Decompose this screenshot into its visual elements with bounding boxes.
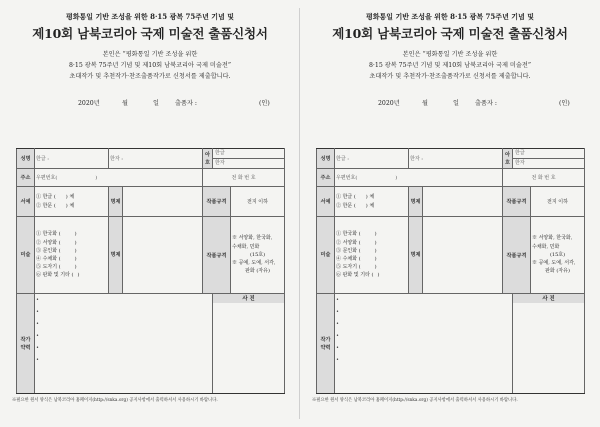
intro-line-1: 본인은 “평화통일 기반 조성을 위한 (402, 51, 498, 58)
form-title: 제10회 남북코리아 국제 미술전 출품신청서 (32, 26, 268, 41)
footer-note: ※필요한 원서 양식은 남북코리아 홈페이지(http://snka.org) 공지사항에서 출력하셔서 사용하시기 바랍니다. (312, 398, 518, 403)
pen-name-label: 아호 (203, 149, 213, 169)
photo-label: 사 진 (213, 294, 284, 303)
calligraphy-title-label: 명제 (409, 187, 423, 217)
calligraphy-title-label: 명제 (109, 187, 123, 217)
korean-label: 한글 : (36, 156, 49, 162)
intro-line-3: 초대작가 및 추천작가·찬조출품작가로 신청서를 제출합니다. (369, 73, 531, 80)
pen-name-korean-field[interactable] (513, 149, 584, 159)
calligraphy-size-value: 전지 이하 (531, 187, 585, 217)
intro-text (312, 49, 588, 82)
hanja-label: 한자 : (410, 156, 423, 162)
art-category-options[interactable]: ① 한국화 ( ) ② 서양화 ( ) ③ 문인화 ( ) ④ 수채화 ( ) ⑤ 도자기 ( ) ⑥ 판화 및 기타 ( ) (335, 217, 409, 294)
calligraphy-options[interactable]: ① 한글 ( ) 체 ② 한문 ( ) 체 (35, 187, 109, 217)
intro-line-2: 8·15 광복 75주년 기념 및 제10회 남북코리아 국제 미술전” (69, 62, 231, 69)
pen-name-korean-field[interactable] (213, 149, 284, 159)
korean-label: 한글 : (336, 156, 349, 162)
calligraphy-label: 서예 (17, 187, 35, 217)
art-size-notes: ※ 서양화, 한국화, 수채화, 민화 (15호) ※ 공예, 도예, 서각, 판화 (자유) (231, 217, 285, 294)
art-category-options[interactable]: ① 한국화 ( ) ② 서양화 ( ) ③ 문인화 ( ) ④ 수채화 ( ) ⑤ 도자기 ( ) ⑥ 판화 및 기타 ( ) (35, 217, 109, 294)
address-label: 주소 (317, 169, 335, 187)
date-year: 2020년 (78, 100, 100, 107)
phone-field[interactable] (203, 169, 285, 187)
calligraphy-size-label: 작품규격 (203, 187, 231, 217)
date-day: 일 (153, 100, 159, 107)
calligraphy-label: 서예 (317, 187, 335, 217)
form-subtitle: 평화통일 기반 조성을 위한 8·15 광복 75주년 기념 및 (65, 12, 234, 21)
career-label: 작가약력 (317, 294, 335, 394)
date-month: 월 (422, 100, 428, 107)
career-label: 작가약력 (17, 294, 35, 394)
art-title-field[interactable] (423, 217, 503, 294)
art-title-field[interactable] (123, 217, 203, 294)
art-size-label: 작품규격 (503, 217, 531, 294)
art-size-label: 작품규격 (203, 217, 231, 294)
photo-box[interactable] (513, 294, 585, 394)
intro-line-2: 8·15 광복 75주년 기념 및 제10회 남북코리아 국제 미술전” (369, 62, 531, 69)
calligraphy-options[interactable]: ① 한글 ( ) 체 ② 한문 ( ) 체 (335, 187, 409, 217)
postal-code-field[interactable]: 우편번호( ) (35, 169, 203, 187)
calligraphy-title-field[interactable] (123, 187, 203, 217)
form-subtitle: 평화통일 기반 조성을 위한 8·15 광복 75주년 기념 및 (365, 12, 534, 21)
application-table (316, 148, 585, 394)
art-label: 미술 (317, 217, 335, 294)
date-month: 월 (122, 100, 128, 107)
art-label: 미술 (17, 217, 35, 294)
form-title: 제10회 남북코리아 국제 미술전 출품신청서 (332, 26, 568, 41)
pen-name-label: 아호 (503, 149, 513, 169)
phone-label: 전 화 번 호 (231, 175, 256, 181)
career-field[interactable]: • • • • • • (335, 294, 513, 394)
applicant-label: 출품자 : (475, 100, 497, 107)
art-title-label: 명제 (409, 217, 423, 294)
name-korean-field[interactable] (35, 149, 109, 169)
applicant-label: 출품자 : (175, 100, 197, 107)
phone-label: 전 화 번 호 (531, 175, 556, 181)
calligraphy-size-label: 작품규격 (503, 187, 531, 217)
hanja-label: 한자 : (110, 156, 123, 162)
calligraphy-title-field[interactable] (423, 187, 503, 217)
pen-korean-label: 한글 (515, 150, 525, 156)
date-year: 2020년 (378, 100, 400, 107)
footer-note: ※필요한 원서 양식은 남북코리아 홈페이지(http://snka.org) 공지사항에서 출력하셔서 사용하시기 바랍니다. (12, 398, 218, 403)
name-hanja-field[interactable] (109, 149, 203, 169)
name-korean-field[interactable] (335, 149, 409, 169)
calligraphy-size-value: 전지 이하 (231, 187, 285, 217)
photo-label: 사 진 (513, 294, 584, 303)
application-table (16, 148, 285, 394)
pen-hanja-label: 한자 (515, 160, 525, 166)
address-label: 주소 (17, 169, 35, 187)
postal-code-field[interactable]: 우편번호( ) (335, 169, 503, 187)
name-label: 성명 (17, 149, 35, 169)
pen-name-hanja-field[interactable] (213, 159, 284, 168)
application-form-right (300, 0, 600, 427)
date-day: 일 (453, 100, 459, 107)
name-label: 성명 (317, 149, 335, 169)
pen-hanja-label: 한자 (215, 160, 225, 166)
intro-line-1: 본인은 “평화통일 기반 조성을 위한 (102, 51, 198, 58)
career-field[interactable]: • • • • • • (35, 294, 213, 394)
art-title-label: 명제 (109, 217, 123, 294)
name-hanja-field[interactable] (409, 149, 503, 169)
seal-mark: (인) (259, 100, 270, 107)
intro-text (12, 49, 288, 82)
seal-mark: (인) (559, 100, 570, 107)
phone-field[interactable] (503, 169, 585, 187)
intro-line-3: 초대작가 및 추천작가·찬조출품작가로 신청서를 제출합니다. (69, 73, 231, 80)
art-size-notes: ※ 서양화, 한국화, 수채화, 민화 (15호) ※ 공예, 도예, 서각, 판화 (자유) (531, 217, 585, 294)
pen-korean-label: 한글 (215, 150, 225, 156)
pen-name-hanja-field[interactable] (513, 159, 584, 168)
photo-box[interactable] (213, 294, 285, 394)
